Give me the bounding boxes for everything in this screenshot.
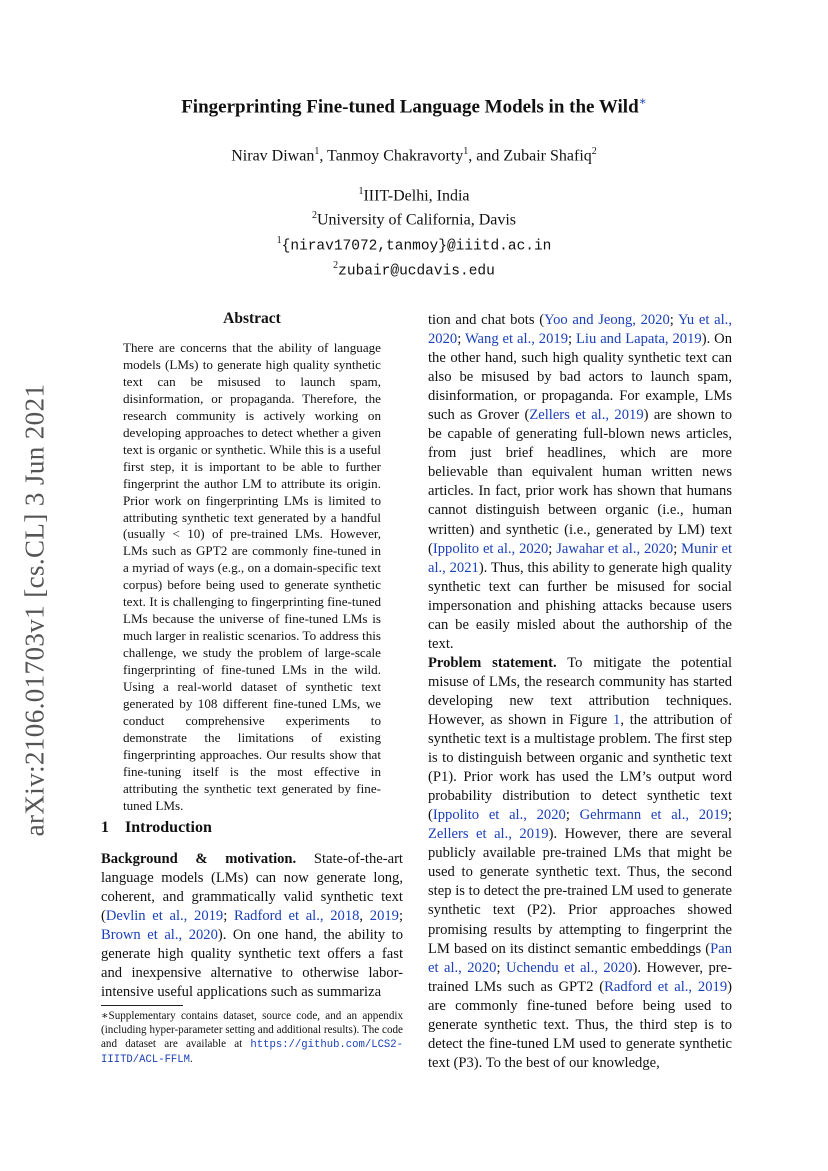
text-run: ; bbox=[398, 908, 404, 925]
footnote-text: Supplementary contains dataset, source code, and an appendix (including hyper-parameter setting and additional results). The code and dataset are available at bbox=[101, 1010, 403, 1050]
author-name: Tanmoy Chakravorty bbox=[327, 147, 464, 165]
section-number: 1 bbox=[101, 819, 109, 836]
affil-text: University of California, Davis bbox=[316, 211, 517, 229]
affiliations bbox=[0, 182, 828, 281]
citation-link[interactable]: Wang et al., 2019 bbox=[464, 331, 568, 348]
text-run: ; bbox=[548, 540, 557, 557]
left-column-body bbox=[101, 850, 403, 1002]
footnote-rule bbox=[101, 1005, 183, 1006]
footnote bbox=[101, 1009, 403, 1067]
author-separator: , and bbox=[468, 147, 504, 165]
citation-link[interactable]: Pan et al., 2020 bbox=[428, 940, 732, 976]
citation-link[interactable]: Uchendu et al., 2020 bbox=[505, 959, 633, 976]
citation-link[interactable]: Ippolito et al., 2020 bbox=[432, 540, 549, 557]
citation-link[interactable]: Yoo and Jeong, 2020 bbox=[544, 312, 670, 328]
text-run: ; bbox=[496, 959, 506, 976]
citation-link[interactable]: Yu et al., 2020 bbox=[428, 312, 732, 348]
figure-ref-link[interactable]: 1 bbox=[613, 711, 621, 728]
section-heading bbox=[101, 819, 212, 837]
text-run: ; bbox=[727, 807, 732, 824]
text-run: ). However, pre-trained LMs such as GPT2 ( bbox=[428, 959, 732, 995]
text-run: , the attribution of synthetic text is a multistage problem. The first step is to distinguish between organic and synthetic text (P1). Prior work has used the LM’s output word probability distribution to detect synthetic text ( bbox=[428, 711, 732, 824]
arxiv-sidebar bbox=[12, 380, 58, 840]
text-run: ; bbox=[223, 908, 234, 925]
affiliation-1 bbox=[0, 182, 828, 206]
text-run: ). On one hand, the ability to generate high quality synthetic text offers a fast and inexpensive alternative to otherwise labor-intensive useful applications such as summariza bbox=[101, 927, 403, 1001]
footnote-end: . bbox=[190, 1053, 193, 1065]
affil-mark: 1 bbox=[276, 234, 282, 246]
author-separator: , bbox=[319, 147, 328, 165]
paragraph-lead: Background & motivation. bbox=[101, 851, 297, 867]
paragraph-lead: Problem statement. bbox=[428, 654, 557, 671]
citation-link[interactable]: Radford et al., 2019 bbox=[604, 978, 728, 995]
arxiv-identifier: arXiv:2106.01703v1 [cs.CL] 3 Jun 2021 bbox=[19, 383, 50, 837]
email-1 bbox=[0, 231, 828, 256]
author-list bbox=[0, 146, 828, 165]
text-run: ) are shown to be capable of generating full-blown news articles, from just brief headlines, which are more believable than equivalent human written news articles. In fact, prior work has shown that humans cannot distinguish between organic (i.e., human written) and synthetic (i.e., generated by LM) text ( bbox=[428, 407, 732, 557]
text-run: ; bbox=[568, 331, 576, 348]
citation-link[interactable]: Brown et al., 2020 bbox=[101, 927, 218, 944]
section-title: Introduction bbox=[125, 819, 212, 836]
citation-link[interactable]: Jawahar et al., 2020 bbox=[556, 540, 674, 557]
citation-link[interactable]: Gehrmann et al., 2019 bbox=[579, 807, 728, 824]
author-affil-mark: 1 bbox=[463, 146, 469, 157]
affil-mark: 1 bbox=[358, 186, 364, 197]
email-text: zubair@ucdavis.edu bbox=[338, 263, 495, 280]
citation-link[interactable]: Zellers et al., 2019 bbox=[529, 407, 644, 424]
email-text: {nirav17072,tanmoy}@iiitd.ac.in bbox=[281, 237, 552, 254]
text-run: ; bbox=[565, 807, 580, 824]
text-run: State-of-the-art language models (LMs) can now generate long, coherent, and grammatically valid synthetic text ( bbox=[101, 851, 403, 925]
citation-link[interactable]: Munir et al., 2021 bbox=[428, 540, 733, 576]
citation-link[interactable]: Ippolito et al., 2020 bbox=[432, 807, 566, 824]
paper-title-text: Fingerprinting Fine-tuned Language Models in the Wild bbox=[181, 96, 639, 118]
email-2 bbox=[0, 256, 828, 281]
abstract-heading: Abstract bbox=[223, 310, 281, 327]
text-run: ). On the other hand, such high quality synthetic text can also be misused by bad actors to launch spam, disinformation, or propaganda. For example, LMs such as Grover ( bbox=[428, 331, 732, 424]
citation-link[interactable]: Liu and Lapata, 2019 bbox=[576, 331, 702, 348]
text-run: To mitigate the potential misuse of LMs, the research community has started developing new text attribution techniques. However, as shown in Figure bbox=[428, 654, 732, 728]
text-run: ). Thus, this ability to generate high quality synthetic text can further be misused for social impersonation and phishing attacks because users can be easily misled about the authorship of the text. bbox=[428, 559, 732, 652]
citation-link[interactable]: Zellers et al., 2019 bbox=[428, 826, 549, 843]
citation-link[interactable]: Devlin et al., 2019 bbox=[105, 908, 224, 925]
right-column-body bbox=[428, 311, 732, 1073]
text-run: tion and chat bots ( bbox=[428, 312, 545, 328]
paragraph-background-part1 bbox=[101, 850, 403, 1002]
text-run: ; bbox=[673, 540, 682, 557]
text-run: ; bbox=[669, 312, 678, 328]
paragraph-problem-statement bbox=[428, 654, 732, 1073]
author-affil-mark: 1 bbox=[314, 146, 320, 157]
footnote-url-link[interactable]: https://github.com/LCS2-IIITD/ACL-FFLM bbox=[101, 1039, 403, 1066]
affiliation-2 bbox=[0, 206, 828, 230]
text-run: ) are commonly fine-tuned before being used to generate synthetic text. Thus, the third step is to detect the fine-tuned LM used to generate synthetic text (P3). To the best of our knowledge, bbox=[428, 978, 732, 1071]
abstract-body: There are concerns that the ability of language models (LMs) to generate high quality synthetic text can be misused to launch spam, disinformation, or propaganda. Therefore, the research community is actively working on developing approaches to detect whether a given text is organic or synthetic. While this is a useful first step, it is important to be able to further fingerprint the author LM to attribute its origin. Prior work on fingerprinting LMs is limited to attributing synthetic text generated by a handful (usually < 10) of pre-trained LMs. However, LMs such as GPT2 are commonly fine-tuned in a myriad of ways (e.g., on a domain-specific text corpus) before being used to generate synthetic text. It is challenging to fingerprinting fine-tuned LMs because the universe of fine-tuned LMs is much larger in realistic scenarios. To address this challenge, we study the problem of large-scale fingerprinting of fine-tuned LMs in the wild. Using a real-world dataset of synthetic text generated by 108 different fine-tuned LMs, we conduct comprehensive experiments to demonstrate the limitations of existing fingerprinting approaches. Our results show that fine-tuning itself is the most effective in attributing the synthetic text generated by fine-tuned LMs. bbox=[123, 340, 381, 813]
citation-link[interactable]: 2019 bbox=[369, 908, 399, 925]
footnote-mark: ∗ bbox=[101, 1010, 109, 1022]
author-name: Nirav Diwan bbox=[231, 147, 315, 165]
text-run: ). However, there are several publicly available pre-trained LMs that might be used to generate synthetic text. Thus, the second step is to detect the pre-trained LM used to generate synthetic text (P2). Prior approaches showed promising results by attempting to fingerprint the LM based on its distinct semantic embeddings ( bbox=[428, 826, 732, 957]
author-name: Zubair Shafiq bbox=[503, 147, 592, 165]
text-run: ; bbox=[457, 331, 465, 348]
author-affil-mark: 2 bbox=[591, 146, 597, 157]
affil-mark: 2 bbox=[333, 259, 339, 271]
text-run: , bbox=[359, 908, 370, 925]
paper-title bbox=[0, 94, 828, 118]
title-footnote-mark: ∗ bbox=[638, 94, 647, 108]
paragraph-background-part2 bbox=[428, 311, 732, 654]
affil-mark: 2 bbox=[311, 210, 317, 222]
citation-link[interactable]: Radford et al., 2018 bbox=[233, 908, 360, 925]
affil-text: IIIT-Delhi, India bbox=[363, 187, 470, 205]
